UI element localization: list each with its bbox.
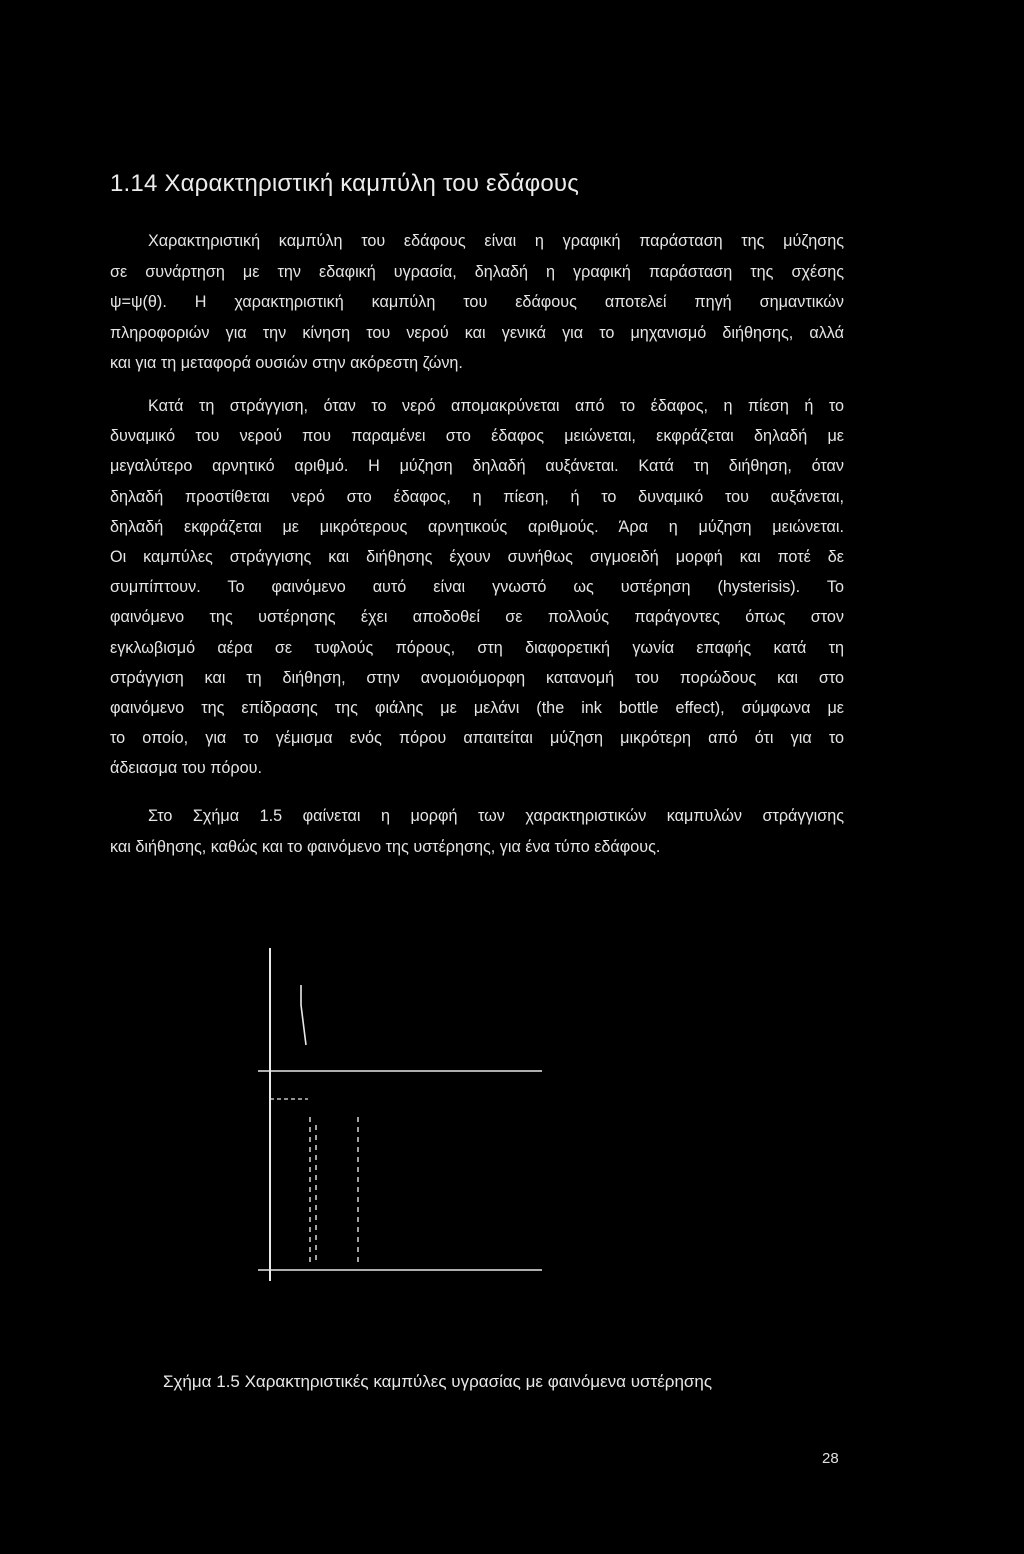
text-line: δηλαδή προστίθεται νερό στο έδαφος, η πίεση, ή το δυναμικό του αυξάνεται, bbox=[110, 487, 844, 506]
text-line: μεγαλύτερο αρνητικό αριθμό. Η μύζηση δηλαδή αυξάνεται. Κατά τη διήθηση, όταν bbox=[110, 457, 844, 476]
text-line: το οποίο, για το γέμισμα ενός πόρου απαιτείται μύζηση μικρότερη από ότι για το bbox=[110, 729, 844, 748]
text-line: Οι καμπύλες στράγγισης και διήθησης έχουν συνήθως σιγμοειδή μορφή και ποτέ δε bbox=[110, 547, 844, 566]
text-line: και για τη μεταφορά ουσιών στην ακόρεστη ζώνη. bbox=[110, 354, 463, 372]
text-line: Κατά τη στράγγιση, όταν το νερό απομακρύνεται από το έδαφος, η πίεση ή το bbox=[148, 397, 844, 415]
drainage-curve-top bbox=[301, 985, 306, 1045]
text-line: εγκλωβισμό αέρα σε τυφλούς πόρους, στη διαφορετική γωνία επαφής κατά τη bbox=[110, 638, 844, 657]
text-line: Χαρακτηριστική καμπύλη του εδάφους είναι η γραφική παράσταση της μύζησης bbox=[148, 232, 844, 250]
text-line: Στο Σχήμα 1.5 φαίνεται η μορφή των χαρακτηριστικών καμπυλών στράγγισης bbox=[148, 807, 844, 825]
text-line: συμπίπτουν. Το φαινόμενο αυτό είναι γνωστό ως υστέρηση (hysterisis). Το bbox=[110, 578, 844, 597]
text-line: ψ=ψ(θ). Η χαρακτηριστική καμπύλη του εδάφους αποτελεί πηγή σημαντικών bbox=[110, 293, 844, 311]
text-line: φαινόμενο της επίδρασης της φιάλης με μελάνι (the ink bottle effect), σύμφωνα με bbox=[110, 698, 844, 717]
paragraph-definition bbox=[110, 226, 844, 379]
section-heading: 1.14 Χαρακτηριστική καμπύλη του εδάφους bbox=[110, 170, 579, 197]
text-line: φαινόμενο της υστέρησης έχει αποδοθεί σε πολλούς παράγοντες όπως στον bbox=[110, 608, 844, 627]
text-line: και διήθησης, καθώς και το φαινόμενο της υστέρησης, για ένα τύπο εδάφους. bbox=[110, 837, 661, 856]
text-line: σε συνάρτηση με την εδαφική υγρασία, δηλαδή η γραφική παράσταση της σχέσης bbox=[110, 262, 844, 281]
paragraph-hysteresis bbox=[110, 391, 844, 783]
paragraph-figure-reference bbox=[110, 801, 844, 862]
hysteresis-figure bbox=[250, 945, 550, 1105]
page-number: 28 bbox=[822, 1450, 839, 1467]
text-line: δυναμικό του νερού που παραμένει στο έδαφος μειώνεται, εκφράζεται δηλαδή με bbox=[110, 427, 844, 446]
text-line: άδειασμα του πόρου. bbox=[110, 759, 262, 778]
figure-caption: Σχήμα 1.5 Χαρακτηριστικές καμπύλες υγρασίας με φαινόμενα υστέρησης bbox=[163, 1372, 713, 1391]
text-line: πληροφοριών για την κίνηση του νερού και γενικά για το μηχανισμό διήθησης, αλλά bbox=[110, 323, 844, 342]
text-line: στράγγιση και τη διήθηση, στην ανομοιόμορφη κατανομή του πορώδους και στο bbox=[110, 668, 844, 687]
text-line: δηλαδή εκφράζεται με μικρότερους αρνητικούς αριθμούς. Άρα η μύζηση μειώνεται. bbox=[110, 517, 844, 536]
